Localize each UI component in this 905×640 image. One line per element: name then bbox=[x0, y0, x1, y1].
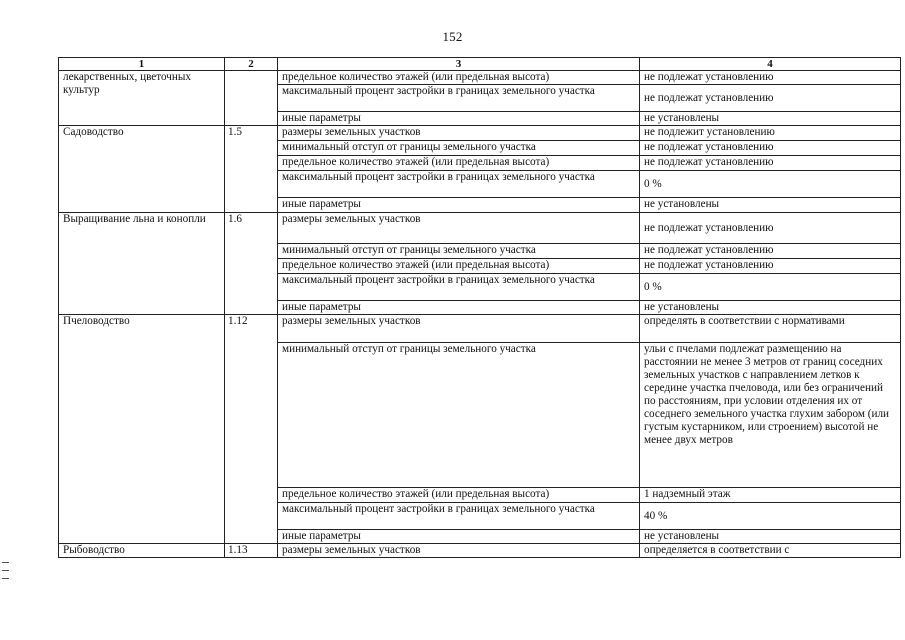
table-row bbox=[59, 71, 901, 85]
parameter-name: размеры земельных участков bbox=[278, 544, 640, 558]
column-header: 4 bbox=[640, 58, 901, 71]
parameter-name: предельное количество этажей (или предельная высота) bbox=[278, 156, 640, 171]
parameter-name: минимальный отступ от границы земельного участка bbox=[278, 244, 640, 259]
table-row bbox=[59, 544, 901, 558]
scan-margin-mark bbox=[2, 578, 9, 579]
parameter-value: не установлены bbox=[640, 530, 901, 544]
parameter-value: не установлены bbox=[640, 112, 901, 126]
table-row bbox=[59, 126, 901, 141]
parameter-name: размеры земельных участков bbox=[278, 315, 640, 343]
column-header: 3 bbox=[278, 58, 640, 71]
land-use-code: 1.12 bbox=[225, 315, 278, 544]
parameter-name: иные параметры bbox=[278, 112, 640, 126]
table-header-row bbox=[59, 58, 901, 71]
parameter-value: определяется в соответствии с bbox=[640, 544, 901, 558]
land-use-code bbox=[225, 71, 278, 126]
column-header: 1 bbox=[59, 58, 225, 71]
parameter-name: размеры земельных участков bbox=[278, 126, 640, 141]
parameter-value: не подлежат установлению bbox=[640, 213, 901, 244]
parameter-name: иные параметры bbox=[278, 530, 640, 544]
parameter-value: 0 % bbox=[640, 274, 901, 301]
land-use-name: Рыбоводство bbox=[59, 544, 225, 558]
parameter-value: не подлежат установлению bbox=[640, 244, 901, 259]
parameter-value: не подлежат установлению bbox=[640, 71, 901, 85]
parameter-name: максимальный процент застройки в границах земельного участка bbox=[278, 85, 640, 112]
parameter-value: не подлежит установлению bbox=[640, 126, 901, 141]
table-row bbox=[59, 213, 901, 244]
scan-margin-mark bbox=[2, 570, 9, 571]
column-header: 2 bbox=[225, 58, 278, 71]
parameter-name: максимальный процент застройки в границах земельного участка bbox=[278, 274, 640, 301]
parameter-name: иные параметры bbox=[278, 301, 640, 315]
parameter-value: 1 надземный этаж bbox=[640, 488, 901, 503]
land-use-code: 1.5 bbox=[225, 126, 278, 213]
land-use-name: Выращивание льна и конопли bbox=[59, 213, 225, 315]
parameter-name: предельное количество этажей (или предельная высота) bbox=[278, 71, 640, 85]
scan-margin-mark bbox=[2, 562, 9, 563]
parameter-value: 0 % bbox=[640, 171, 901, 198]
parameter-value: не установлены bbox=[640, 198, 901, 213]
parameter-name: предельное количество этажей (или предельная высота) bbox=[278, 488, 640, 503]
land-use-name: лекарственных, цветочных культур bbox=[59, 71, 225, 126]
parameter-value: 40 % bbox=[640, 503, 901, 530]
page-number: 152 bbox=[442, 29, 463, 44]
table-row bbox=[59, 315, 901, 343]
parameter-name: максимальный процент застройки в границах земельного участка bbox=[278, 171, 640, 198]
parameter-value: не подлежат установлению bbox=[640, 85, 901, 112]
parameter-name: иные параметры bbox=[278, 198, 640, 213]
parameter-value: не подлежат установлению bbox=[640, 259, 901, 274]
land-use-table bbox=[58, 57, 901, 558]
parameter-name: размеры земельных участков bbox=[278, 213, 640, 244]
parameter-name: максимальный процент застройки в границах земельного участка bbox=[278, 503, 640, 530]
land-use-name: Пчеловодство bbox=[59, 315, 225, 544]
parameter-value: не установлены bbox=[640, 301, 901, 315]
parameter-value: не подлежат установлению bbox=[640, 156, 901, 171]
parameter-value: не подлежат установлению bbox=[640, 141, 901, 156]
land-use-code: 1.6 bbox=[225, 213, 278, 315]
parameter-value: ульи с пчелами подлежат размещению на расстоянии не менее 3 метров от границ соседних земельных участков с направлением летков к середине участка пчеловода, или без ограничений по расстояниям, при условии отделения их от соседнего земельного участка глухим забором (или густым кустарником, или строением) высотой не менее двух метров bbox=[640, 343, 901, 488]
parameter-name: минимальный отступ от границы земельного участка bbox=[278, 141, 640, 156]
land-use-code: 1.13 bbox=[225, 544, 278, 558]
land-use-name: Садоводство bbox=[59, 126, 225, 213]
parameter-value: определять в соответствии с нормативами bbox=[640, 315, 901, 343]
parameter-name: минимальный отступ от границы земельного участка bbox=[278, 343, 640, 488]
parameter-name: предельное количество этажей (или предельная высота) bbox=[278, 259, 640, 274]
